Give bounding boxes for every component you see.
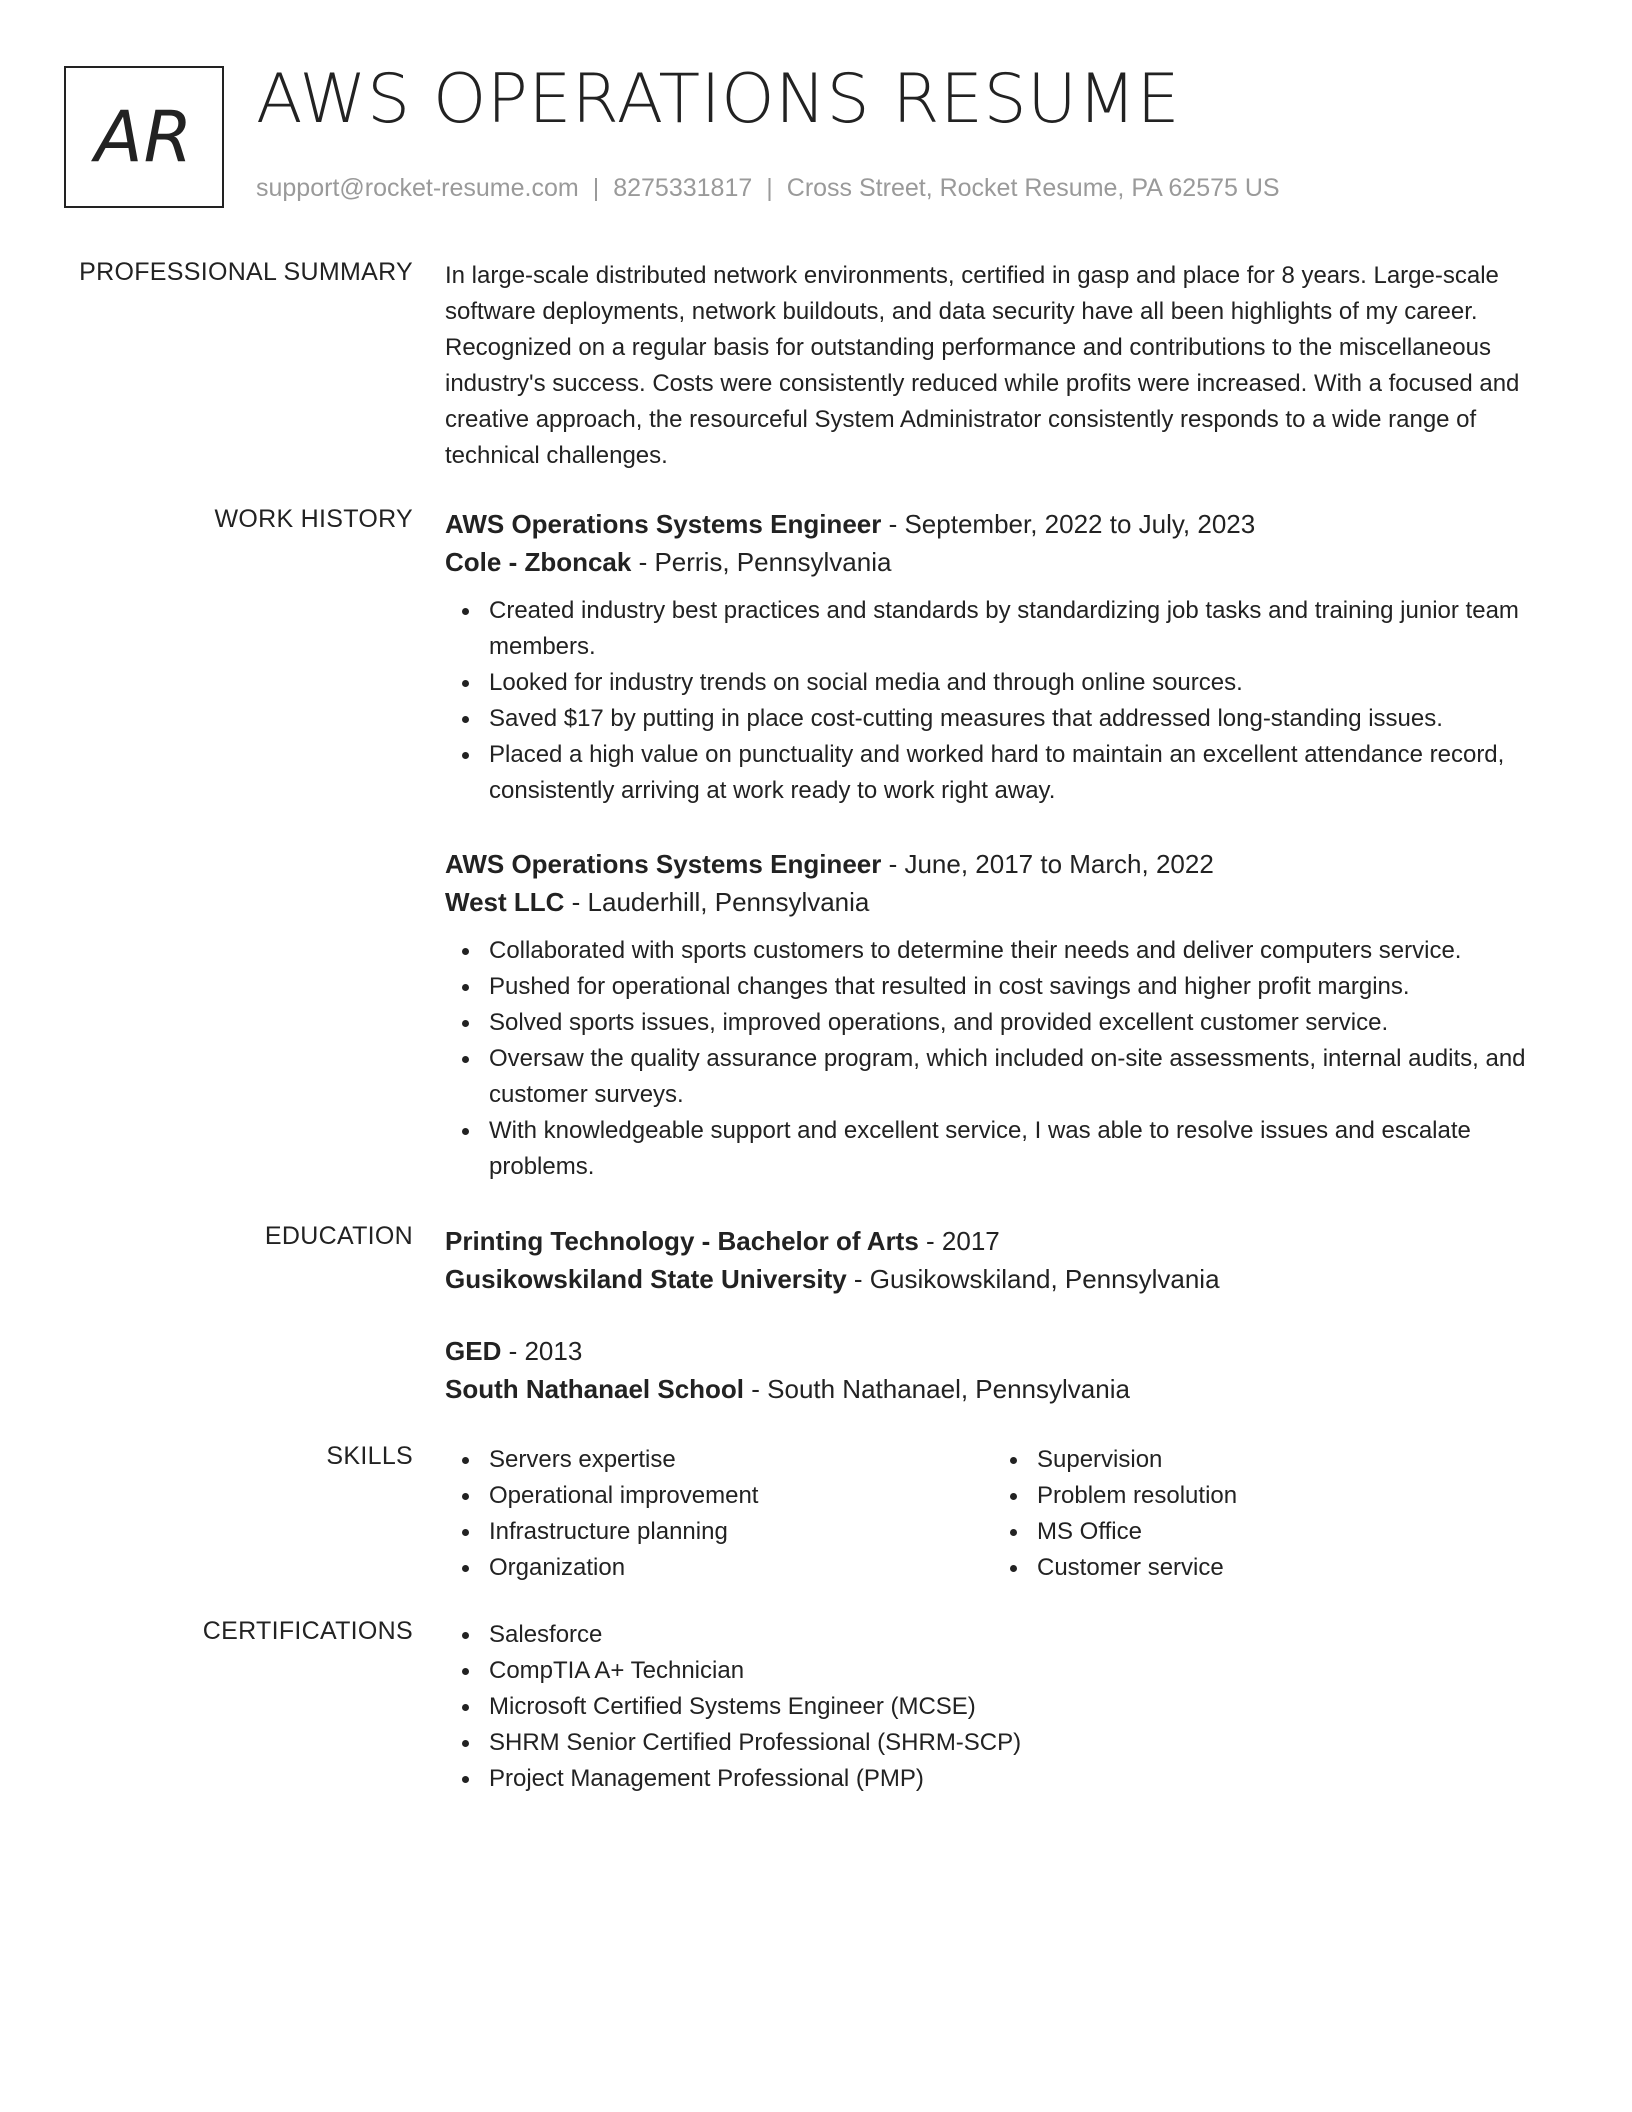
list-item: Salesforce <box>445 1617 1565 1653</box>
list-item: Servers expertise <box>445 1442 993 1478</box>
list-item: Operational improvement <box>445 1478 993 1514</box>
list-item: MS Office <box>993 1514 1541 1550</box>
education-location: - South Nathanael, Pennsylvania <box>744 1374 1130 1404</box>
section-label-certifications: CERTIFICATIONS <box>202 1617 413 1645</box>
skills-list-left <box>445 1442 993 1586</box>
list-item: Pushed for operational changes that resulted in cost savings and higher profit margins. <box>445 969 1565 1005</box>
skills-columns <box>445 1442 1565 1586</box>
list-item: Created industry best practices and standards by standardizing job tasks and training junior team members. <box>445 593 1565 665</box>
list-item: SHRM Senior Certified Professional (SHRM-SCP) <box>445 1725 1565 1761</box>
education-degree: Printing Technology - Bachelor of Arts <box>445 1226 919 1256</box>
list-item: Problem resolution <box>993 1478 1541 1514</box>
job-title-line <box>445 505 1565 543</box>
education-degree-line <box>445 1332 1565 1370</box>
job-title: AWS Operations Systems Engineer <box>445 509 882 539</box>
job-entry <box>445 845 1565 1185</box>
education-school-line <box>445 1260 1565 1298</box>
education-location: - Gusikowskiland, Pennsylvania <box>846 1264 1220 1294</box>
education-school: South Nathanael School <box>445 1374 745 1404</box>
job-bullet-list <box>445 933 1565 1185</box>
job-company-line <box>445 883 1565 921</box>
contact-email: support@rocket-resume.com <box>256 174 579 202</box>
education-degree: GED <box>445 1336 502 1366</box>
education-year: - 2017 <box>918 1226 1000 1256</box>
list-item: Oversaw the quality assurance program, which included on-site assessments, internal audits, and customer surveys. <box>445 1041 1565 1113</box>
summary-text: In large-scale distributed network environments, certified in gasp and place for 8 years. Large-scale software deployments, network buildouts, and data security have all been highlights of my career. Recognized on a regular basis for outstanding performance and contributions to the miscellaneous industry's success. Costs were consistently reduced while profits were increased. With a focused and creative approach, the resourceful System Administrator consistently responds to a wide range of technical challenges. <box>445 262 1520 469</box>
page-title: AWS OPERATIONS RESUME <box>256 60 1181 139</box>
job-company: West LLC <box>445 887 565 917</box>
list-item: Supervision <box>993 1442 1541 1478</box>
education-entry <box>445 1222 1565 1298</box>
certifications-list <box>445 1617 1565 1797</box>
education-body <box>445 1222 1565 1408</box>
job-dates: - June, 2017 to March, 2022 <box>881 849 1214 879</box>
section-label-work: WORK HISTORY <box>214 505 413 533</box>
section-label-skills: SKILLS <box>326 1442 413 1470</box>
education-year: - 2013 <box>501 1336 583 1366</box>
education-degree-line <box>445 1222 1565 1260</box>
education-school-line <box>445 1370 1565 1408</box>
contact-address: Cross Street, Rocket Resume, PA 62575 US <box>786 174 1280 202</box>
list-item: Solved sports issues, improved operations, and provided excellent customer service. <box>445 1005 1565 1041</box>
list-item: Infrastructure planning <box>445 1514 993 1550</box>
list-item: Organization <box>445 1550 993 1586</box>
job-location: - Perris, Pennsylvania <box>631 547 892 577</box>
contact-separator: | <box>592 174 600 202</box>
monogram-logo <box>64 66 224 208</box>
list-item: CompTIA A+ Technician <box>445 1653 1565 1689</box>
contact-phone: 8275331817 <box>613 174 753 202</box>
section-label-summary: PROFESSIONAL SUMMARY <box>79 258 413 286</box>
job-entry <box>445 505 1565 809</box>
list-item: Project Management Professional (PMP) <box>445 1761 1565 1797</box>
contact-line <box>256 174 1280 203</box>
list-item: Placed a high value on punctuality and worked hard to maintain an excellent attendance record, consistently arriving at work ready to work right away. <box>445 737 1565 809</box>
education-school: Gusikowskiland State University <box>445 1264 847 1294</box>
section-label-education: EDUCATION <box>264 1222 413 1250</box>
skills-list-right <box>993 1442 1541 1586</box>
contact-separator: | <box>766 174 773 202</box>
job-location: - Lauderhill, Pennsylvania <box>564 887 870 917</box>
work-body <box>445 505 1565 1185</box>
job-title: AWS Operations Systems Engineer <box>445 849 882 879</box>
summary-body <box>445 258 1565 474</box>
job-title-line <box>445 845 1565 883</box>
education-entry <box>445 1332 1565 1408</box>
list-item: Saved $17 by putting in place cost-cutting measures that addressed long-standing issues. <box>445 701 1565 737</box>
list-item: Microsoft Certified Systems Engineer (MCSE) <box>445 1689 1565 1725</box>
job-company: Cole - Zboncak <box>445 547 632 577</box>
list-item: Customer service <box>993 1550 1541 1586</box>
list-item: With knowledgeable support and excellent service, I was able to resolve issues and escalate problems. <box>445 1113 1565 1185</box>
certifications-body <box>445 1617 1565 1797</box>
job-company-line <box>445 543 1565 581</box>
list-item: Looked for industry trends on social media and through online sources. <box>445 665 1565 701</box>
job-dates: - September, 2022 to July, 2023 <box>881 509 1256 539</box>
skills-body <box>445 1442 1565 1586</box>
list-item: Collaborated with sports customers to determine their needs and deliver computers service. <box>445 933 1565 969</box>
job-bullet-list <box>445 593 1565 809</box>
monogram-initials: AR <box>94 96 194 178</box>
